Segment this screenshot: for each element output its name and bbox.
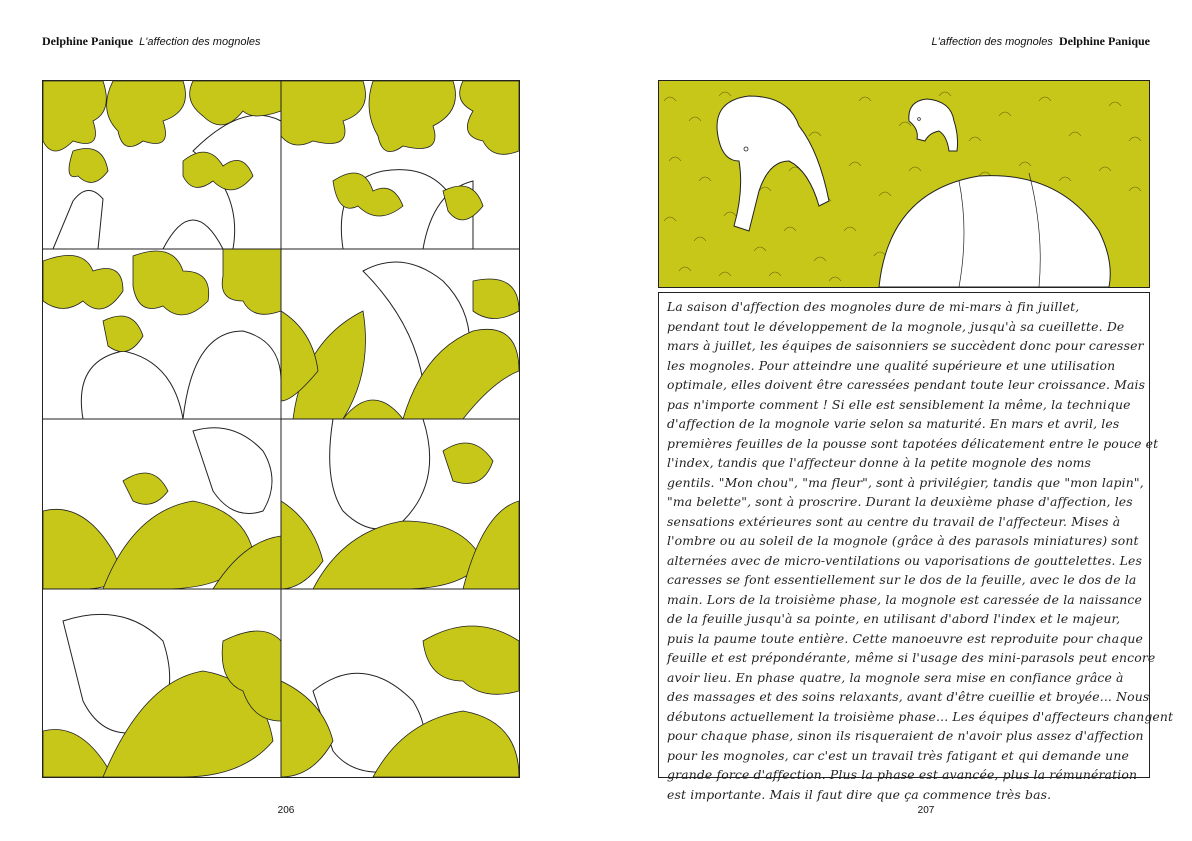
- text-line: "ma belette", sont à proscrire. Durant la deuxième phase d'affection, les: [667, 494, 1133, 509]
- text-line: La saison d'affection des mognoles dure de mi-mars à fin juillet,: [667, 299, 1080, 314]
- panel-2: [281, 81, 519, 249]
- panel-8: [281, 626, 519, 777]
- book-title: L'affection des mognoles: [931, 36, 1053, 48]
- text-line: des massages et des soins relaxants, avant d'être cueillie et broyée... Nous: [667, 689, 1150, 704]
- comic-illustration: [43, 81, 519, 777]
- text-line: pendant tout le développement de la mognole, jusqu'à sa cueillette. De: [667, 318, 1125, 334]
- book-title: L'affection des mognoles: [139, 36, 261, 48]
- mognole-field-illustration: [659, 81, 1149, 287]
- panel-6: [281, 419, 519, 589]
- mognole-bulb: [879, 176, 1110, 287]
- text-line: pour les mognoles, car c'est un travail très fatigant et qui demande une: [667, 747, 1129, 763]
- text-line: pas n'importe comment ! Si elle est sensiblement la même, la technique: [667, 396, 1131, 412]
- text-line: de la feuille jusqu'à sa pointe, en utilisant d'abord l'index et le majeur,: [667, 611, 1121, 626]
- panel-3: [43, 249, 281, 419]
- panel-5: [43, 428, 281, 589]
- text-line: les mognoles. Pour atteindre une qualité supérieure et une utilisation: [667, 357, 1116, 373]
- text-line: optimale, elles doivent être caressées pendant toute leur croissance. Mais: [667, 377, 1146, 392]
- page-number-right: 207: [917, 805, 935, 816]
- text-line: feuille et est prépondérante, même si l'usage des mini-parasols peut encore: [667, 650, 1156, 665]
- text-line: d'affection de la mognole varie selon sa maturité. En mars et avril, les: [667, 416, 1120, 431]
- text-line: puis la paume toute entière. Cette manoeuvre est reproduite pour chaque: [667, 630, 1144, 646]
- text-line: pour chaque phase, sinon ils risqueraient de n'avoir plus assez d'affection: [667, 728, 1144, 743]
- right-running-head: [932, 34, 1151, 49]
- text-line: main. Lors de la troisième phase, la mognole est caressée de la naissance: [667, 591, 1142, 607]
- comic-panel-grid: [42, 80, 520, 778]
- author-name: Delphine Panique: [42, 34, 134, 48]
- text-line: alternées avec de micro-ventilations ou vaporisations de gouttelettes. Les: [667, 552, 1143, 568]
- author-name: Delphine Panique: [1058, 34, 1150, 48]
- panel-1: [43, 81, 281, 249]
- text-line: l'ombre ou au soleil de la mognole (grâce à des parasols miniatures) sont: [667, 533, 1139, 548]
- text-line: gentils. "Mon chou", "ma fleur", sont à privilégier, tandis que "mon lapin",: [667, 474, 1144, 490]
- handwritten-text-panel: [658, 292, 1174, 802]
- field-illustration-panel: [658, 80, 1150, 288]
- text-line: caresses se font essentiellement sur le dos de la feuille, avec le dos de la: [667, 572, 1137, 587]
- text-line: premières feuilles de la pousse sont tapotées délicatement entre le pouce et: [667, 435, 1159, 451]
- panel-7: [43, 614, 281, 777]
- page-number-left: 206: [277, 805, 295, 816]
- text-line: débutons actuellement la troisième phase... Les équipes d'affecteurs changent: [667, 708, 1174, 724]
- text-line: mars à juillet, les équipes de saisonniers se succèdent donc pour caresser: [667, 338, 1144, 353]
- text-line: l'index, tandis que l'affecteur donne à la petite mognole des noms: [667, 455, 1092, 470]
- text-line: sensations extérieures sont au centre du travail de l'affecteur. Mises à: [667, 513, 1121, 529]
- figure-large: [717, 96, 829, 231]
- left-running-head: [42, 34, 261, 49]
- text-line: avoir lieu. En phase quatre, la mognole sera mise en confiance grâce à: [667, 669, 1124, 685]
- panel-4: [281, 262, 519, 419]
- text-line: est importante. Mais il faut dire que ça commence très bas.: [667, 786, 1052, 802]
- text-line: grande force d'affection. Plus la phase est avancée, plus la rémunération: [667, 767, 1138, 782]
- figure-small: [909, 99, 958, 151]
